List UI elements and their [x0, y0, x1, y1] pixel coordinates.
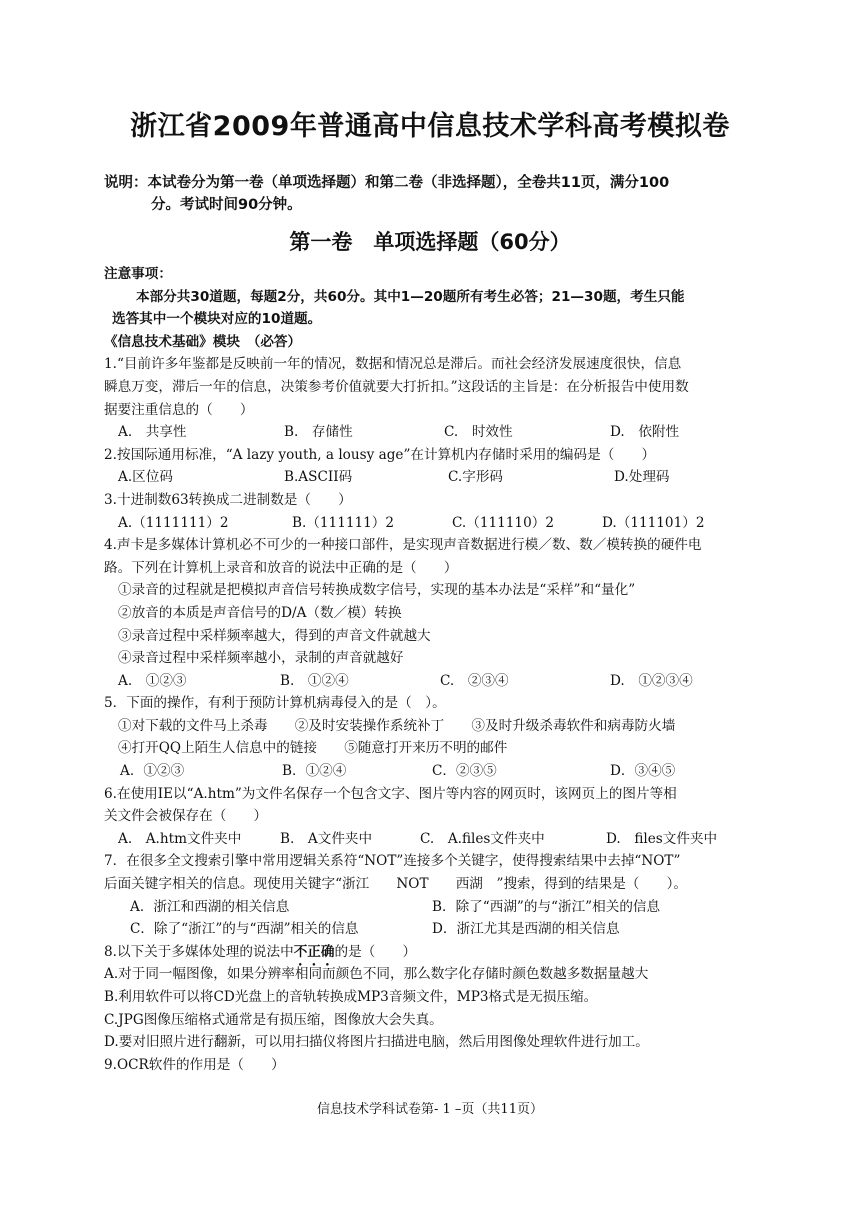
- module-heading: 《信息技术基础》模块 （必答）: [104, 333, 302, 350]
- q7-option-c: C．除了“浙江”的与“西湖”相关的信息: [130, 921, 359, 938]
- q4-option-c: C. ②③④: [440, 672, 509, 689]
- q8-option-d: D.要对旧照片进行翻新，可以用扫描仪将图片扫描进电脑，然后用图像处理软件进行加工。: [104, 1034, 649, 1051]
- notice-line-2: 选答其中一个模块对应的10道题。: [112, 311, 322, 328]
- q7-options-row-1: [104, 896, 764, 919]
- q3-option-a: A.（1111111）2: [118, 514, 229, 531]
- section-title: 第一卷 单项选择题（60分）: [289, 230, 571, 254]
- q8-stem-post: 的是（ ）: [334, 943, 417, 960]
- q2-options: [104, 466, 764, 489]
- q6-option-a: A. A.htm文件夹中: [118, 830, 242, 847]
- q6-option-c: C. A.files文件夹中: [420, 830, 545, 847]
- q5-option-b: B．①②④: [282, 763, 347, 780]
- q4-option-d: D. ①②③④: [610, 672, 693, 689]
- q8-option-c: C.JPG图像压缩格式通常是有损压缩，图像放大会失真。: [104, 1011, 443, 1028]
- q1-option-d: D. 依附性: [610, 424, 680, 441]
- q6-line-1: 6.在使用IE以“A.htm”为文件名保存一个包含文字、图片等内容的网页时，该网页上的图片等相: [104, 785, 677, 802]
- q2-option-a: A.区位码: [118, 469, 173, 486]
- q4-option-b: B. ①②④: [280, 672, 349, 689]
- q5-statement-2: ④打开QQ上陌生人信息中的链接 ⑤随意打开来历不明的邮件: [118, 740, 508, 757]
- q5-option-c: C．②③⑤: [432, 763, 497, 780]
- q6-line-2: 关文件会被保存在（ ）: [104, 808, 268, 825]
- q1-option-b: B. 存储性: [284, 424, 353, 441]
- q4-line-2: 路。下列在计算机上录音和放音的说法中正确的是（ ）: [104, 559, 458, 576]
- q6-option-d: D. files文件夹中: [606, 830, 718, 847]
- q7-option-b: B．除了“西湖”的与“浙江”相关的信息: [432, 898, 661, 915]
- q4-line-1: 4.声卡是多媒体计算机必不可少的一种接口部件，是实现声音数据进行模／数、数／模转换的硬件电: [104, 537, 702, 554]
- exam-instructions: [104, 172, 764, 216]
- q7-option-a: A．浙江和西湖的相关信息: [130, 898, 290, 915]
- q7-line-1: 7．在很多全文搜索引擎中常用逻辑关系符“NOT”连接多个关键字，使得搜索结果中去掉“NOT”: [104, 853, 681, 870]
- q3-option-b: B.（111111）2: [292, 514, 395, 531]
- question-body: [104, 263, 764, 1076]
- q1-option-c: C. 时效性: [444, 424, 513, 441]
- instructions-line-1: 说明：本试卷分为第一卷（单项选择题）和第二卷（非选择题），全卷共11页，满分100: [104, 175, 670, 191]
- q2-line-1: 2.按国际通用标准，“A lazy youth, a lousy age”在计算机内存储时采用的编码是（ ）: [104, 446, 656, 463]
- page-footer: 信息技术学科试卷第- 1 –页（共11页）: [317, 1102, 543, 1117]
- q5-options: [104, 760, 764, 783]
- q8-stem-emphasis: 不正确: [293, 943, 335, 960]
- q1-line-2: 瞬息万变，滞后一年的信息，决策参考价值就要大打折扣。”这段话的主旨是：在分析报告中使用数: [104, 378, 689, 395]
- q3-line-1: 3.十进制数63转换成二进制数是（ ）: [104, 491, 352, 508]
- q5-statement-1: ①对下载的文件马上杀毒 ②及时安装操作系统补丁 ③及时升级杀毒软件和病毒防火墙: [118, 717, 676, 734]
- q1-line-1: 1.“目前许多年鉴都是反映前一年的情况，数据和情况总是滞后。而社会经济发展速度很快，信息: [104, 356, 682, 373]
- q3-option-c: C.（111110）2: [452, 514, 554, 531]
- q3-options: [104, 512, 764, 535]
- instructions-line-2: 分。考试时间90分钟。: [151, 197, 302, 213]
- notice-line-1: 本部分共30道题，每题2分，共60分。其中1—20题所有考生必答；21—30题，考生只能: [136, 288, 685, 305]
- q5-option-a: A．①②③: [120, 763, 185, 780]
- q7-options-row-2: [104, 918, 764, 941]
- q4-statement-1: ①录音的过程就是把模拟声音信号转换成数字信号，实现的基本办法是“采样”和“量化”: [118, 582, 636, 599]
- q1-options: [104, 421, 764, 444]
- q8-option-a: A.对于同一幅图像，如果分辨率相同而颜色不同，那么数字化存储时颜色数越多数据量越大: [104, 966, 649, 983]
- q4-options: [104, 670, 764, 693]
- q1-line-3: 据要注重信息的（ ）: [104, 401, 254, 418]
- q2-option-d: D.处理码: [614, 469, 670, 486]
- q1-option-a: A. 共享性: [118, 424, 187, 441]
- q6-options: [104, 828, 764, 851]
- q4-statement-3: ③录音过程中采样频率越大，得到的声音文件就越大: [118, 627, 431, 644]
- q3-option-d: D.（111101）2: [602, 514, 705, 531]
- q2-option-b: B.ASCII码: [284, 469, 353, 486]
- q2-option-c: C.字形码: [448, 469, 504, 486]
- q9-line-1: 9.OCR软件的作用是（ ）: [104, 1056, 285, 1073]
- q5-option-d: D．③④⑤: [610, 763, 676, 780]
- q4-option-a: A. ①②③: [118, 672, 187, 689]
- q8-line-1: [104, 941, 764, 964]
- q5-line-1: 5．下面的操作，有利于预防计算机病毒侵入的是（ ）。: [104, 695, 446, 712]
- q7-line-2: 后面关键字相关的信息。现使用关键字“浙江 NOT 西湖 ”搜索，得到的结果是（ ）。: [104, 876, 687, 893]
- q4-statement-2: ②放音的本质是声音信号的D/A（数／模）转换: [118, 604, 402, 621]
- page-title: 浙江省2009年普通高中信息技术学科高考模拟卷: [130, 111, 730, 142]
- q8-option-b: B.利用软件可以将CD光盘上的音轨转换成MP3音频文件，MP3格式是无损压缩。: [104, 989, 598, 1005]
- q7-option-d: D．浙江尤其是西湖的相关信息: [432, 921, 620, 938]
- q6-option-b: B. A文件夹中: [280, 830, 373, 847]
- q4-statement-4: ④录音过程中采样频率越小，录制的声音就越好: [118, 650, 404, 667]
- q8-stem-pre: 8.以下关于多媒体处理的说法中: [104, 943, 294, 960]
- notice-heading: 注意事项：: [104, 266, 172, 282]
